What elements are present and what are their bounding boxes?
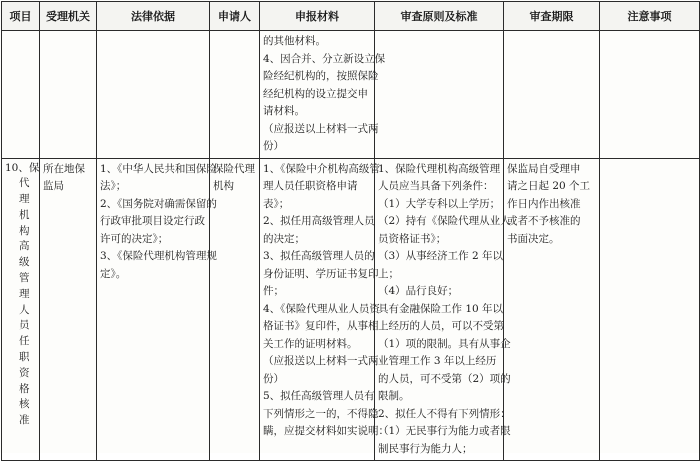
text-line: 5、拟任高级管理人员有 [263, 390, 375, 402]
text-line: 份） [263, 140, 284, 152]
cell-period [504, 158, 600, 461]
text-line: 业管理工作 3 年以上经历 [378, 355, 497, 367]
text-line: 2、拟任用高级管理人员 [263, 215, 375, 227]
text-line: （1）项的限制。具有从事企 [378, 337, 511, 350]
text-line: 瞒，应提交材料如实说明： [263, 425, 389, 437]
text-line: 经纪机构的设立提交申 [263, 87, 368, 100]
item-char: 任 [19, 335, 30, 348]
cell-period [504, 31, 600, 159]
text-line: 关工作的证明材料。 [263, 337, 358, 350]
text-line: （1）大学专科以上学历； [378, 197, 501, 210]
item-vertical-title [5, 176, 36, 429]
item-char: 职 [19, 351, 30, 364]
text-line: 格证书》复印件，从事相 [263, 320, 379, 332]
text-line: 或者不予核准的 [507, 215, 581, 227]
text-line: 险经纪机构的，按照保险 [263, 70, 379, 82]
text-line: 份） [263, 372, 284, 385]
text-line: 限制。 [378, 390, 410, 402]
table-row [2, 31, 700, 159]
text-line: 上； [378, 267, 399, 280]
item-char: 管 [19, 272, 30, 285]
text-line: 2、《国务院对确需保留的 [100, 197, 217, 210]
approval-table [1, 1, 700, 461]
text-line: 1、保险代理机构高级管理 [378, 162, 501, 175]
cell-item [2, 158, 40, 461]
item-char: 人 [19, 303, 30, 316]
cell-notes [600, 158, 700, 461]
text-line: 作日内作出核准 [507, 197, 581, 210]
text-line: 法》； [100, 180, 127, 192]
text-line: 具有金融保险工作 10 年以 [378, 302, 504, 315]
cell-principles [375, 158, 511, 461]
text-line: 身份证明、学历证书复印 [263, 267, 379, 280]
text-line: 理人员任职资格申请 [263, 180, 358, 192]
text-line: （应报送以上材料一式两 [263, 355, 379, 367]
table-row [2, 158, 700, 461]
text-line: 书面决定。 [507, 232, 560, 245]
text-line: 请材料。 [263, 105, 305, 117]
text-line: 员资格证书》； [378, 232, 447, 245]
text-line: 3、《保险代理机构管理规 [100, 250, 217, 262]
cell-applicant [210, 158, 260, 461]
cell-agency [40, 158, 97, 461]
item-char: 理 [19, 287, 30, 300]
text-line: 下列情形之一的，不得隐 [263, 407, 379, 420]
text-line: 定》。 [100, 267, 127, 280]
item-char: 高 [19, 240, 30, 253]
text-line: （2）持有《保险代理从业人 [378, 215, 511, 227]
cell-legal-basis [97, 158, 217, 461]
text-line: 监局 [43, 180, 64, 192]
text-line: 许可的决定》； [100, 232, 169, 245]
item-char: 理 [19, 193, 30, 206]
cell-materials [260, 158, 389, 461]
text-line: （4）品行良好； [378, 285, 459, 297]
cell-item [2, 31, 40, 159]
text-line: 2、拟任人不得有下列情形： [378, 407, 511, 420]
header-item: 项目 [2, 2, 40, 31]
text-line: 上经历的人员，可以不受第 [378, 320, 504, 332]
header-row [2, 2, 700, 31]
header-principles: 审查原则及标准 [375, 2, 504, 31]
item-char: 准 [19, 414, 30, 427]
text-line: 行政审批项目设定行政 [100, 215, 205, 227]
header-notes: 注意事项 [600, 2, 700, 31]
header-applicant: 申请人 [210, 2, 260, 31]
cell-agency [40, 31, 97, 159]
cell-materials [260, 31, 386, 159]
text-line: 3、拟任高级管理人员的 [263, 250, 375, 262]
item-char: 级 [19, 256, 30, 269]
text-line: 的人员，可不受第（2）项的 [378, 372, 511, 385]
item-char: 员 [19, 319, 30, 332]
text-line: 所在地保 [43, 162, 85, 175]
text-line: 1、《保险中介机构高级管 [263, 162, 380, 175]
text-line: 4、因合并、分立新设立保 [263, 52, 386, 65]
text-line: 制民事行为能力人； [378, 442, 473, 455]
cell-legal-basis [97, 31, 210, 159]
header-materials: 申报材料 [260, 2, 375, 31]
item-char: 构 [19, 224, 30, 237]
text-line: 1、《中华人民共和国保险 [100, 162, 217, 175]
text-line: 4、《保险代理从业人员资 [263, 302, 380, 315]
cell-notes [600, 31, 700, 159]
text-line: （1）无民事行为能力或者限 [378, 425, 511, 437]
text-line: 保险代理 [213, 162, 255, 175]
text-line: 的其他材料。 [263, 35, 326, 47]
text-line: 保监局自受理申 [507, 162, 581, 175]
text-line: 表》； [263, 197, 290, 210]
text-line: 件； [263, 285, 284, 297]
header-agency: 受理机关 [40, 2, 97, 31]
text-line: （应报送以上材料一式两 [263, 122, 379, 135]
text-line: 人员应当具备下列条件： [378, 180, 494, 192]
header-period: 审查期限 [504, 2, 600, 31]
item-char: 资 [19, 366, 30, 379]
item-number: 10、保 [5, 161, 40, 174]
header-legal-basis: 法律依据 [97, 2, 210, 31]
item-char: 核 [19, 398, 30, 411]
item-char: 机 [19, 208, 30, 221]
text-line: 机构 [213, 180, 234, 192]
text-line: 请之日起 20 个工 [507, 180, 591, 192]
text-line: （3）从事经济工作 2 年以 [378, 250, 504, 262]
cell-principles [375, 31, 504, 159]
text-line: 的决定； [263, 232, 305, 245]
cell-applicant [210, 31, 260, 159]
item-char: 格 [19, 382, 30, 395]
item-char: 代 [19, 177, 30, 190]
